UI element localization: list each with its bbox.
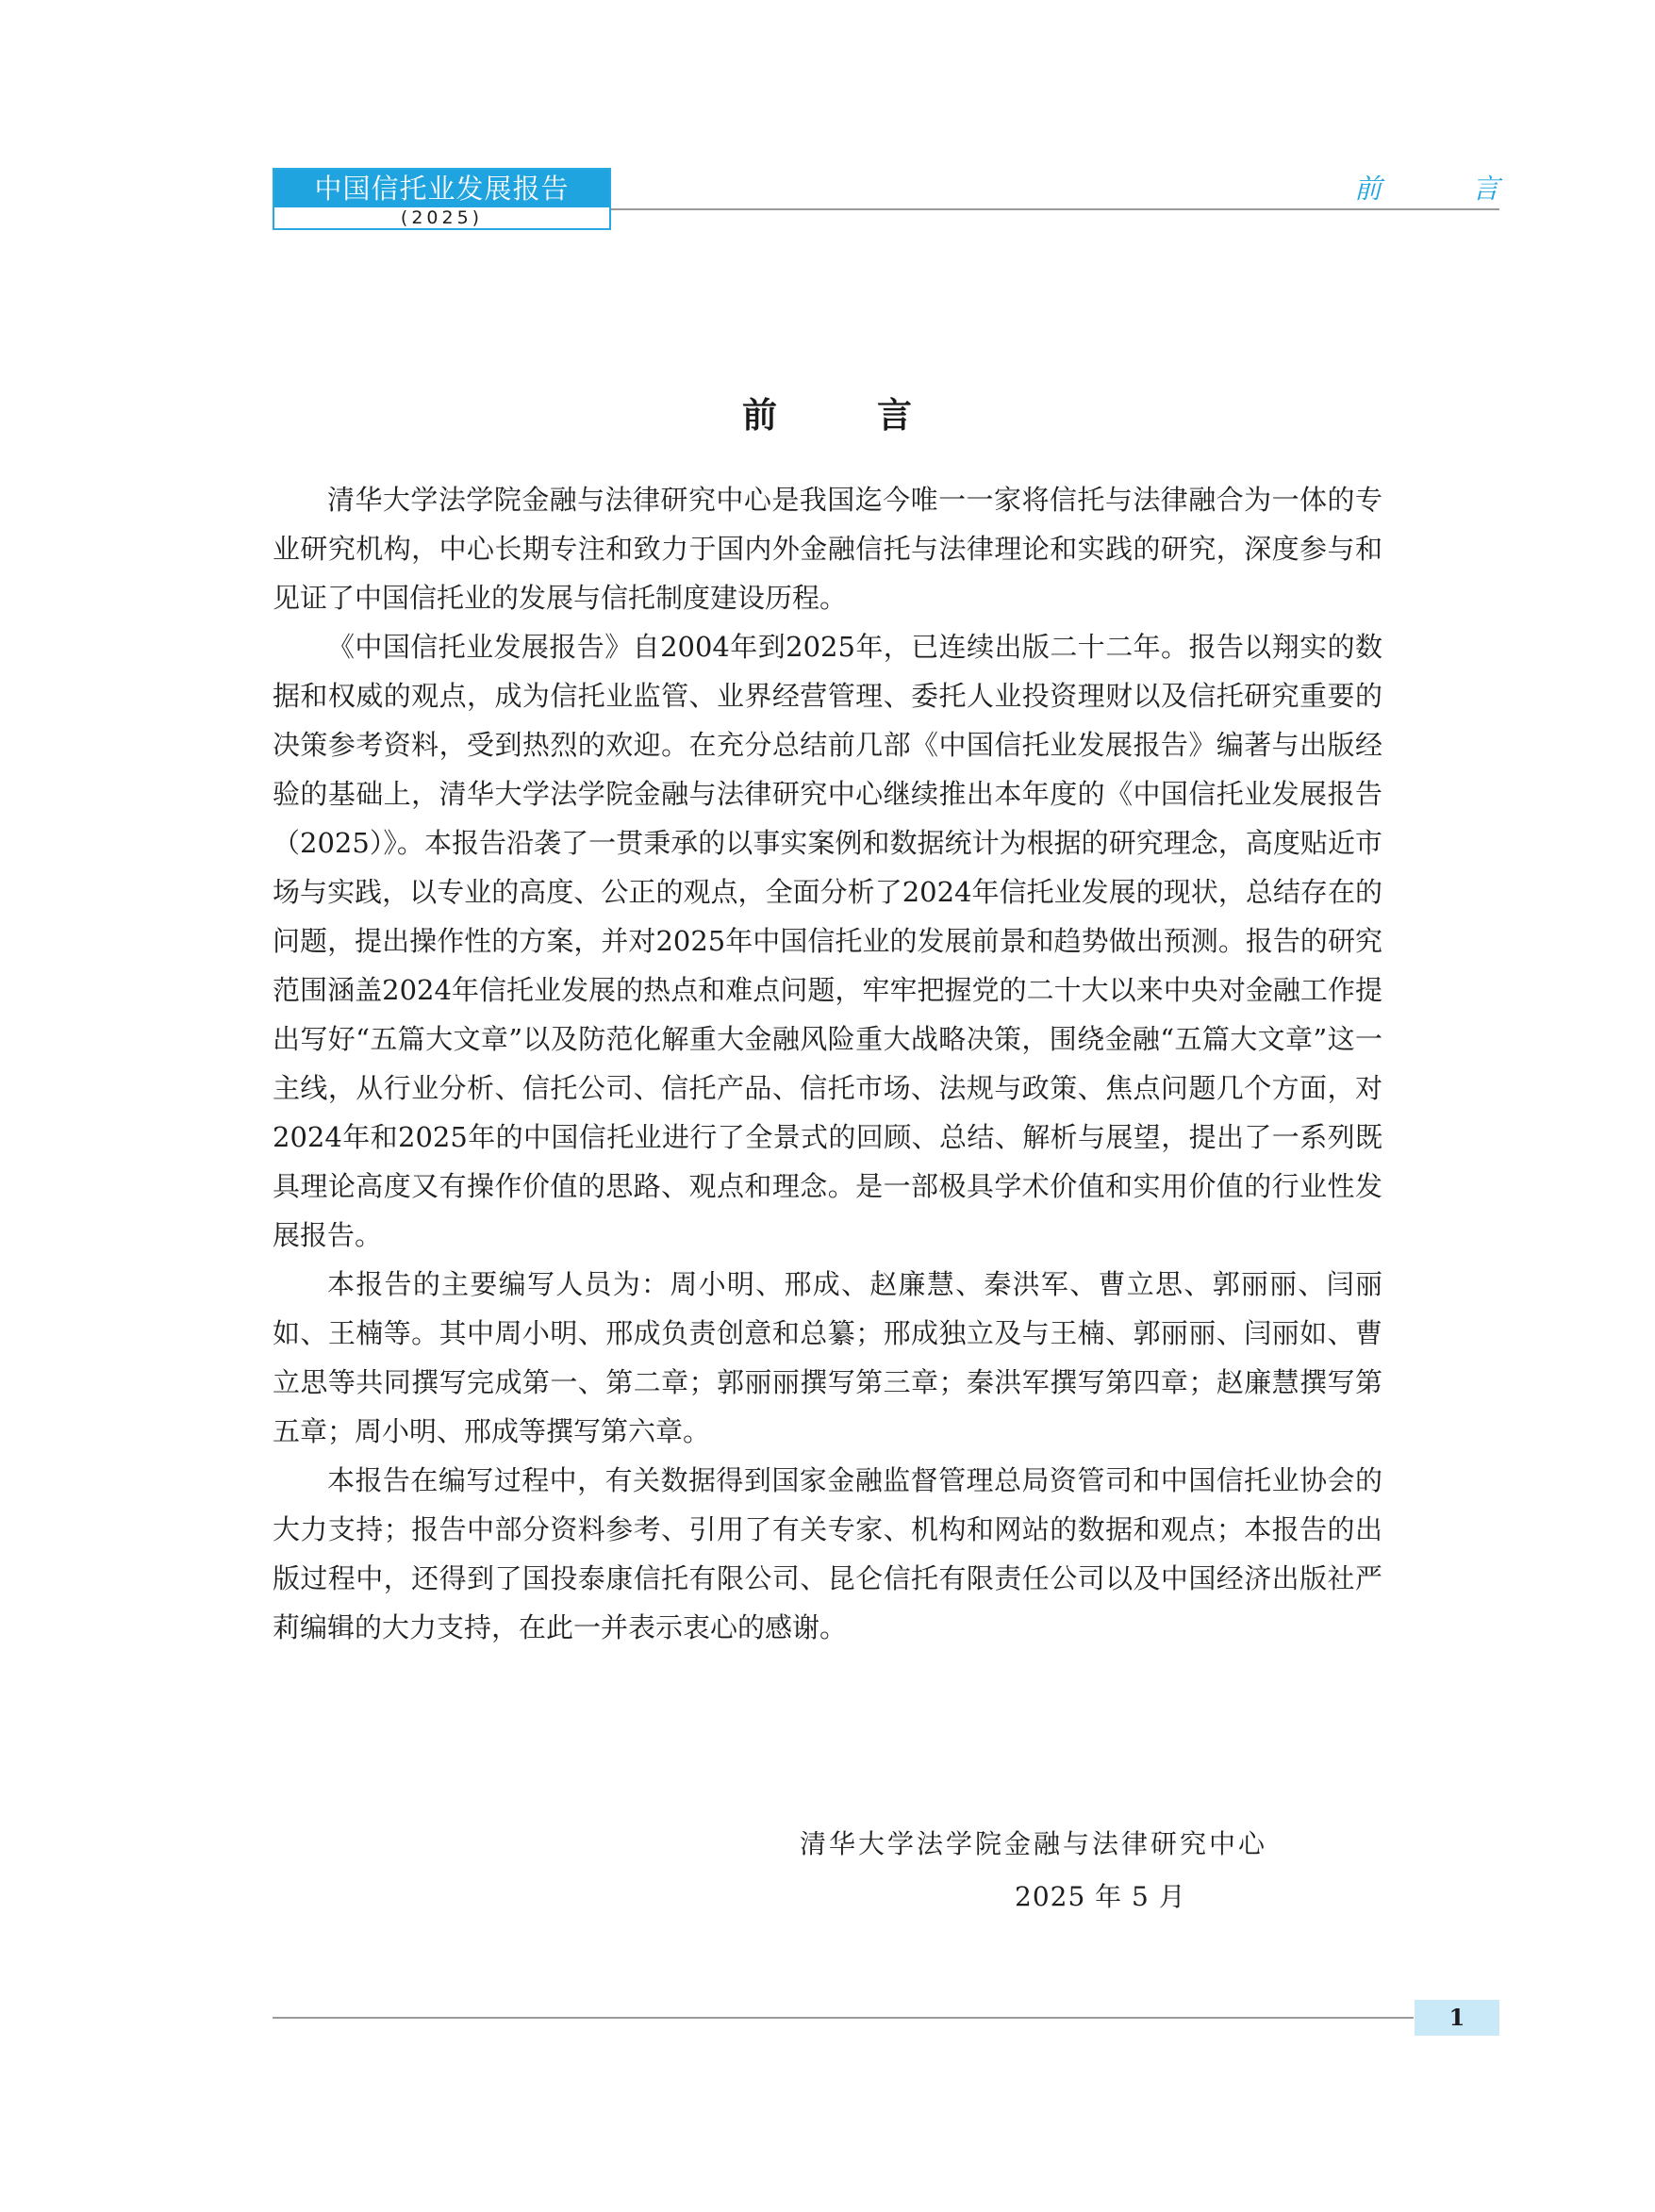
- running-header-section-title: 前 言: [1354, 173, 1499, 205]
- header-rule: [611, 208, 1499, 210]
- running-header-book-year: (2025): [400, 207, 484, 228]
- paragraph-1: 清华大学法学院金融与法律研究中心是我国迄今唯一一家将信托与法律融合为一体的专业研究机构，中心长期专注和致力于国内外金融信托与法律理论和实践的研究，深度参与和见证了中国信托业的发展与信托制度建设历程。: [273, 484, 1382, 614]
- running-header-book-box: [273, 168, 611, 230]
- running-header-book-title: 中国信托业发展报告: [274, 170, 609, 207]
- paragraph-2: 《中国信托业发展报告》自2004年到2025年，已连续出版二十二年。报告以翔实的数据和权威的观点，成为信托业监管、业界经营管理、委托人业投资理财以及信托研究重要的决策参考资料，受到热烈的欢迎。在充分总结前几部《中国信托业发展报告》编著与出版经验的基础上，清华大学法学院金融与法律研究中心继续推出本年度的《中国信托业发展报告（2025）》。本报告沿袭了一贯秉承的以事实案例和数据统计为根据的研究理念，高度贴近市场与实践，以专业的高度、公正的观点，全面分析了2024年信托业发展的现状，总结存在的问题，提出操作性的方案，并对2025年中国信托业的发展前景和趋势做出预测。报告的研究范围涵盖2024年信托业发展的热点和难点问题，牢牢把握党的二十大以来中央对金融工作提出写好“五篇大文章”以及防范化解重大金融风险重大战略决策，围绕金融“五篇大文章”这一主线，从行业分析、信托公司、信托产品、信托市场、法规与政策、焦点问题几个方面，对2024年和2025年的中国信托业进行了全景式的回顾、总结、解析与展望，提出了一系列既具理论高度又有操作价值的思路、观点和理念。是一部极具学术价值和实用价值的行业性发展报告。: [273, 631, 1382, 1251]
- signature-date: 2025 年 5 月: [1015, 1881, 1186, 1912]
- paragraph-4: 本报告在编写过程中，有关数据得到国家金融监督管理总局资管司和中国信托业协会的大力支持；报告中部分资料参考、引用了有关专家、机构和网站的数据和观点；本报告的出版过程中，还得到了国投泰康信托有限公司、昆仑信托有限责任公司以及中国经济出版社严莉编辑的大力支持，在此一并表示衷心的感谢。: [273, 1464, 1382, 1643]
- paragraph-3: 本报告的主要编写人员为：周小明、邢成、赵廉慧、秦洪军、曹立思、郭丽丽、闫丽如、王楠等。其中周小明、邢成负责创意和总纂；邢成独立及与王楠、郭丽丽、闫丽如、曹立思等共同撰写完成第一、第二章；郭丽丽撰写第三章；秦洪军撰写第四章；赵廉慧撰写第五章；周小明、邢成等撰写第六章。: [273, 1268, 1382, 1447]
- footer-rule: [273, 2017, 1414, 2019]
- page-number: 1: [1415, 2000, 1499, 2036]
- page-title: 前 言: [742, 394, 912, 436]
- preface-body: [273, 475, 1382, 1652]
- signature-organization: 清华大学法学院金融与法律研究中心: [800, 1828, 1268, 1859]
